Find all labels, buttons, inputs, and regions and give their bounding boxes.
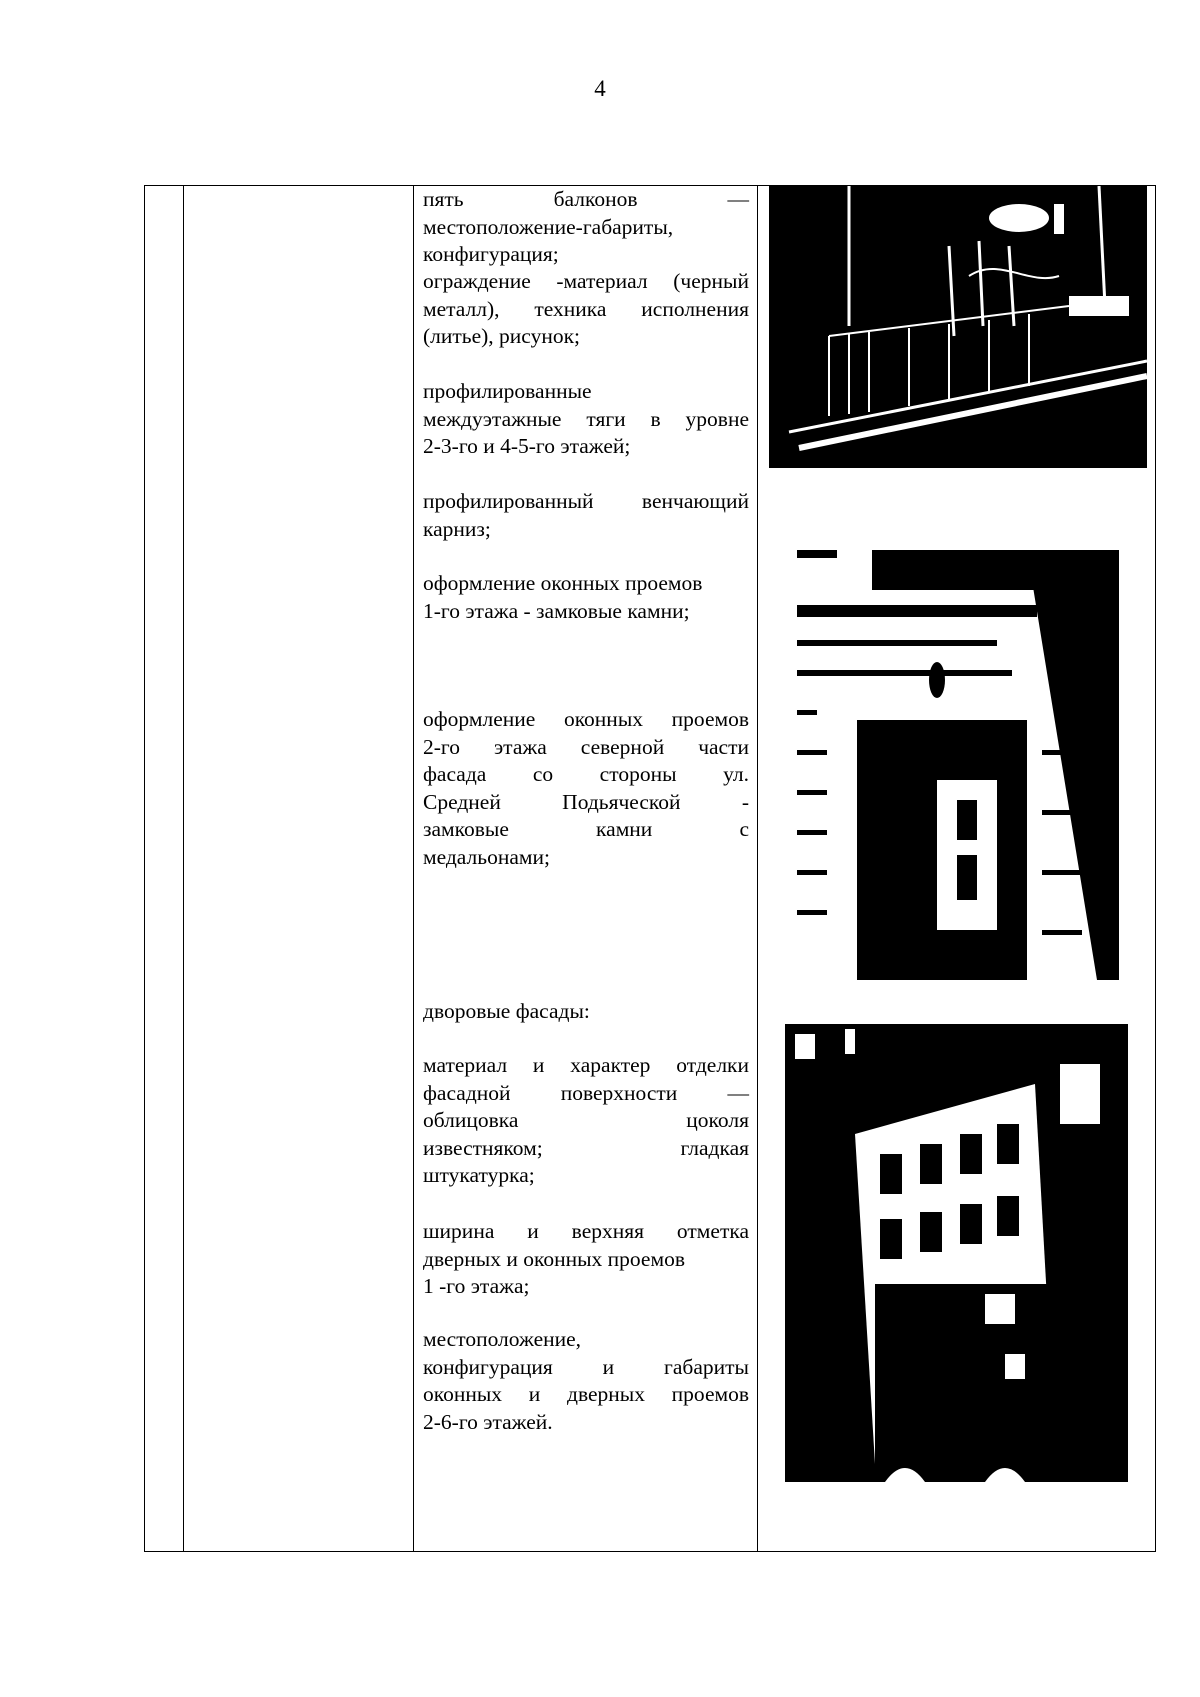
window-keystone-photo [797,550,1119,980]
railing-text: ограждение -материал (черный металл), техника исполнения (литье), рисунок; [423,269,749,348]
courtyard-facade-photo [785,1024,1128,1482]
courtyard-finish-text: материал и характер отделки фасадной поверхности — облицовка цоколя известняком; гладкая штукатурка; [423,1053,749,1187]
courtyard-upper-openings-text: местоположение, конфигурация и габариты оконных и дверных проемов 2-6-го этажей. [423,1327,749,1434]
heritage-table [144,185,1156,1552]
courtyard-openings-text: ширина и верхняя отметка дверных и оконных проемов 1 -го этажа; [423,1219,749,1298]
balcony-photo [769,186,1147,468]
column-divider-1 [183,186,184,1551]
page-number: 4 [594,76,606,101]
column-divider-2 [413,186,414,1551]
profiled-cornices-text: профилированные междуэтажные тяги в уровне 2-3-го и 4-5-го этажей; [423,379,749,458]
courtyard-facades-title: дворовые фасады: [423,999,590,1023]
column-divider-3 [757,186,758,1551]
crown-cornice-text: профилированный венчающий карниз; [423,489,749,541]
windows-floor2-text: оформление оконных проемов 2-го этажа северной части фасада со стороны ул. Средней Подьяческой - замковые камни с медальонами; [423,707,749,869]
balconies-text: пять балконов — местоположение-габариты, конфигурация; [423,187,749,266]
windows-floor1-text: оформление оконных проемов 1-го этажа - замковые камни; [423,571,703,623]
